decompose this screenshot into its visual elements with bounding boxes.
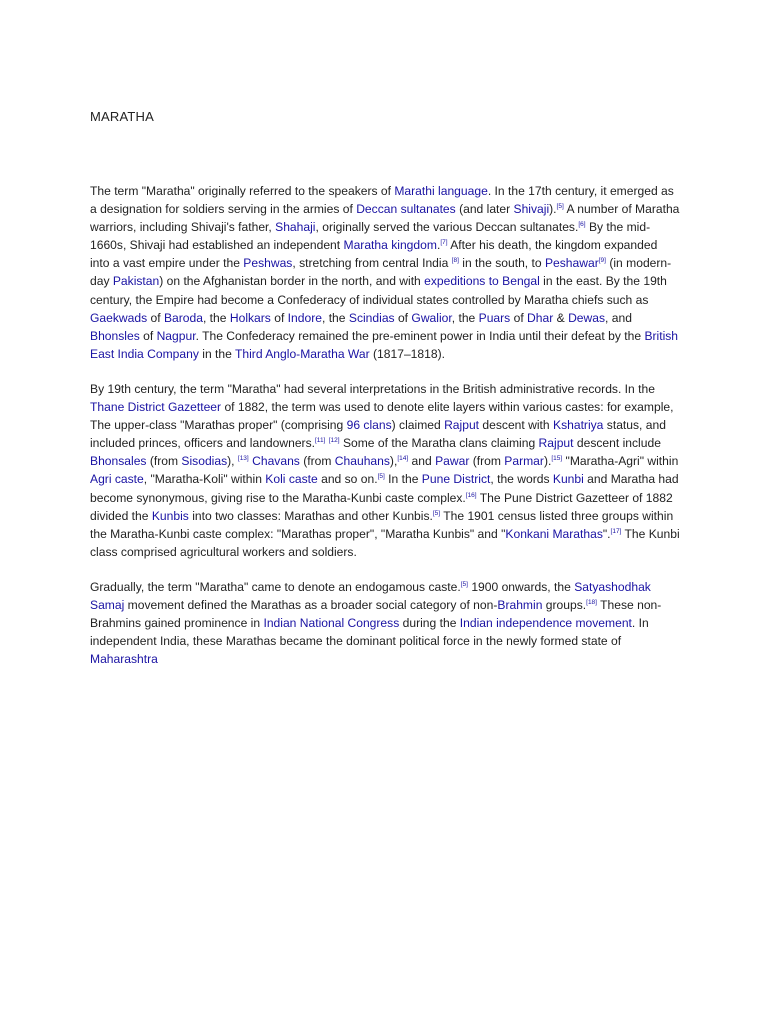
citation-ref[interactable]: [14] (397, 455, 409, 463)
text-run: into two classes: Marathas and other Kunbis. (188, 508, 433, 523)
wiki-link[interactable]: Sisodias (181, 454, 228, 469)
text-run: ), (227, 454, 238, 469)
text-run: The Kunbi class comprised agricultural workers and soldiers. (90, 526, 680, 559)
text-run: of (139, 328, 157, 343)
text-run: during the (399, 616, 460, 631)
text-run: (from (146, 454, 182, 469)
text-run: (in modern-day (90, 256, 672, 289)
paragraph-3 (90, 578, 680, 668)
wiki-link[interactable]: Dewas (568, 310, 606, 325)
wiki-link[interactable]: Deccan sultanates (356, 202, 456, 217)
citation-ref[interactable]: [6] (578, 221, 586, 229)
wiki-link[interactable]: Pawar (435, 454, 470, 469)
wiki-link[interactable]: Peshwas (243, 256, 293, 271)
wiki-link[interactable]: Brahmin (497, 597, 543, 612)
text-run: (from (299, 454, 335, 469)
text-run: groups. (542, 597, 587, 612)
text-run: of (147, 310, 164, 325)
wiki-link[interactable]: Marathi language (394, 184, 488, 198)
text-run: movement defined the Marathas as a broader social category of non- (124, 597, 498, 612)
wiki-link[interactable]: Kunbi (552, 472, 584, 487)
text-run: , the (202, 310, 230, 325)
text-run: of 1882, the term was used to denote elite layers within various castes: for example, The upper-class "Marathas proper" (comprising (90, 400, 674, 433)
document-page (90, 108, 690, 685)
text-run: and (408, 454, 436, 469)
text-run: , the words (490, 472, 553, 487)
text-run: , stretching from central India (292, 256, 452, 271)
text-run: status, and included princes, officers and landowners. (90, 418, 666, 451)
text-run: descent with (479, 418, 553, 433)
text-run: in the (198, 346, 235, 361)
text-run: These non-Brahmins gained prominence in (90, 597, 662, 631)
wiki-link[interactable]: Indore (287, 310, 322, 325)
wiki-link[interactable]: Dhar (527, 310, 554, 325)
wiki-link[interactable]: Bhonsales (90, 454, 147, 469)
text-run: . In the 17th century, it emerged as a designation for soldiers serving in the armies of (90, 184, 674, 217)
text-run: The term "Maratha" originally referred to the speakers of (90, 184, 395, 198)
text-run: descent include (573, 436, 661, 451)
citation-ref[interactable]: [5] (432, 509, 441, 517)
wiki-link[interactable]: Peshawar (544, 256, 599, 271)
text-run: The Pune District Gazetteer of 1882 divided the (90, 490, 673, 523)
text-run: ) on the Afghanistan border in the north, and with (159, 274, 425, 289)
citation-ref[interactable]: [13] (237, 455, 249, 463)
citation-ref[interactable]: [11] (315, 437, 326, 445)
wiki-link[interactable]: Rajput (444, 418, 480, 433)
text-run: . (436, 238, 441, 253)
page-title: MARATHA (90, 109, 154, 124)
text-run: (1817–1818). (369, 346, 445, 361)
wiki-link[interactable]: British East India Company (90, 328, 679, 361)
wiki-link[interactable]: Indian independence movement (459, 616, 632, 631)
text-run: , originally served the various Deccan sultanates. (315, 220, 579, 235)
text-run: In the (384, 472, 422, 487)
text-run: The 1901 census listed three groups within the Maratha-Kunbi caste complex: "Marathas proper", "Maratha Kunbis" and " (90, 508, 674, 541)
text-run: After his death, the kingdom expanded into a vast empire under the (90, 238, 658, 271)
wiki-link[interactable]: Shahaji (275, 220, 316, 235)
wiki-link[interactable]: Third Anglo-Maratha War (235, 346, 370, 361)
paragraph-2 (90, 380, 680, 561)
wiki-link[interactable]: Pakistan (112, 274, 160, 289)
text-run: . In independent India, these Marathas became the dominant political force in the newly formed state of (90, 616, 649, 649)
citation-ref[interactable]: [5] (377, 473, 385, 481)
text-run: (from (469, 454, 505, 469)
text-run: and Maratha had become synonymous, giving rise to the Maratha-Kunbi caste complex. (90, 472, 679, 505)
text-run: & (553, 310, 569, 325)
wiki-link[interactable]: Shivaji (513, 202, 550, 217)
wiki-link[interactable]: Nagpur (156, 328, 196, 343)
text-run: ). (543, 454, 552, 469)
citation-ref[interactable]: [12] (328, 437, 340, 445)
text-run: of (394, 310, 412, 325)
text-run: By the mid-1660s, Shivaji had established an independent (90, 220, 651, 253)
text-run: Some of the Maratha clans claiming (339, 436, 539, 451)
text-run: . The Confederacy remained the pre-eminent power in India until their defeat by the (195, 328, 645, 343)
wiki-link[interactable]: Konkani Marathas (505, 526, 603, 541)
text-run: ) claimed (391, 418, 445, 433)
citation-ref[interactable]: [15] (551, 455, 563, 463)
text-run: ), (389, 454, 398, 469)
text-run: , "Maratha-Koli" within (143, 472, 266, 487)
text-run: 1900 onwards, the (467, 579, 575, 594)
wiki-link[interactable]: Agri caste (90, 472, 144, 487)
wiki-link[interactable]: Satyashodhak Samaj (90, 579, 651, 612)
wiki-link[interactable]: Baroda (163, 310, 203, 325)
wiki-link[interactable]: Holkars (229, 310, 271, 325)
wiki-link[interactable]: Parmar (504, 454, 544, 469)
text-run: (and later (455, 202, 514, 217)
wiki-link[interactable]: Maharashtra (90, 652, 158, 667)
wiki-link[interactable]: expeditions to Bengal (424, 274, 540, 289)
text-run: "Maratha-Agri" within (562, 454, 679, 469)
text-run: , the (321, 310, 349, 325)
text-run: in the south, to (458, 256, 545, 271)
citation-ref[interactable]: [9] (598, 257, 606, 265)
wiki-link[interactable]: Kshatriya (553, 418, 604, 433)
citation-ref[interactable]: [7] (440, 239, 448, 247)
text-run: By 19th century, the term "Maratha" had several interpretations in the British administrative records. In the (90, 381, 655, 396)
text-run: , the (451, 310, 479, 325)
wiki-link[interactable]: Bhonsles (90, 328, 140, 343)
wiki-link[interactable]: Pune District (421, 472, 491, 487)
wiki-link[interactable]: Gwalior (411, 310, 452, 325)
wiki-link[interactable]: Puars (478, 310, 511, 325)
text-run: ). (549, 202, 557, 217)
paragraph-1 (90, 182, 680, 363)
wiki-link[interactable]: Chavans (252, 454, 300, 469)
text-run: A number of Maratha warriors, including Shivaji's father, (90, 202, 680, 235)
wiki-link[interactable]: Maratha kingdom (343, 238, 437, 253)
wiki-link[interactable]: Rajput (538, 436, 574, 451)
wiki-link[interactable]: Koli caste (265, 472, 318, 487)
wiki-link[interactable]: Thane District Gazetteer (90, 400, 222, 415)
text-run: ". (602, 526, 611, 541)
wiki-link[interactable]: Scindias (348, 310, 395, 325)
citation-ref[interactable]: [17] (610, 527, 622, 535)
citation-ref[interactable]: [16] (465, 491, 477, 499)
wiki-link[interactable]: Gaekwads (90, 310, 148, 325)
text-run: , and (605, 310, 632, 325)
wiki-link[interactable]: Kunbis (151, 508, 189, 523)
citation-ref[interactable]: [5] (556, 203, 564, 211)
wiki-link[interactable]: 96 clans (346, 418, 392, 433)
citation-ref[interactable]: [18] (586, 598, 597, 606)
text-run: Gradually, the term "Maratha" came to denote an endogamous caste. (90, 579, 461, 594)
text-run: of (510, 310, 528, 325)
wiki-link[interactable]: Chauhans (334, 454, 390, 469)
text-run: and so on. (317, 472, 378, 487)
citation-ref[interactable]: [8] (451, 257, 459, 265)
text-run: in the east. By the 19th century, the Empire had become a Confederacy of individual states controlled by Maratha chiefs such as (90, 274, 667, 307)
citation-ref[interactable]: [5] (460, 580, 468, 588)
wiki-link[interactable]: Indian National Congress (263, 616, 400, 631)
text-run: of (270, 310, 288, 325)
article-body (90, 182, 690, 668)
